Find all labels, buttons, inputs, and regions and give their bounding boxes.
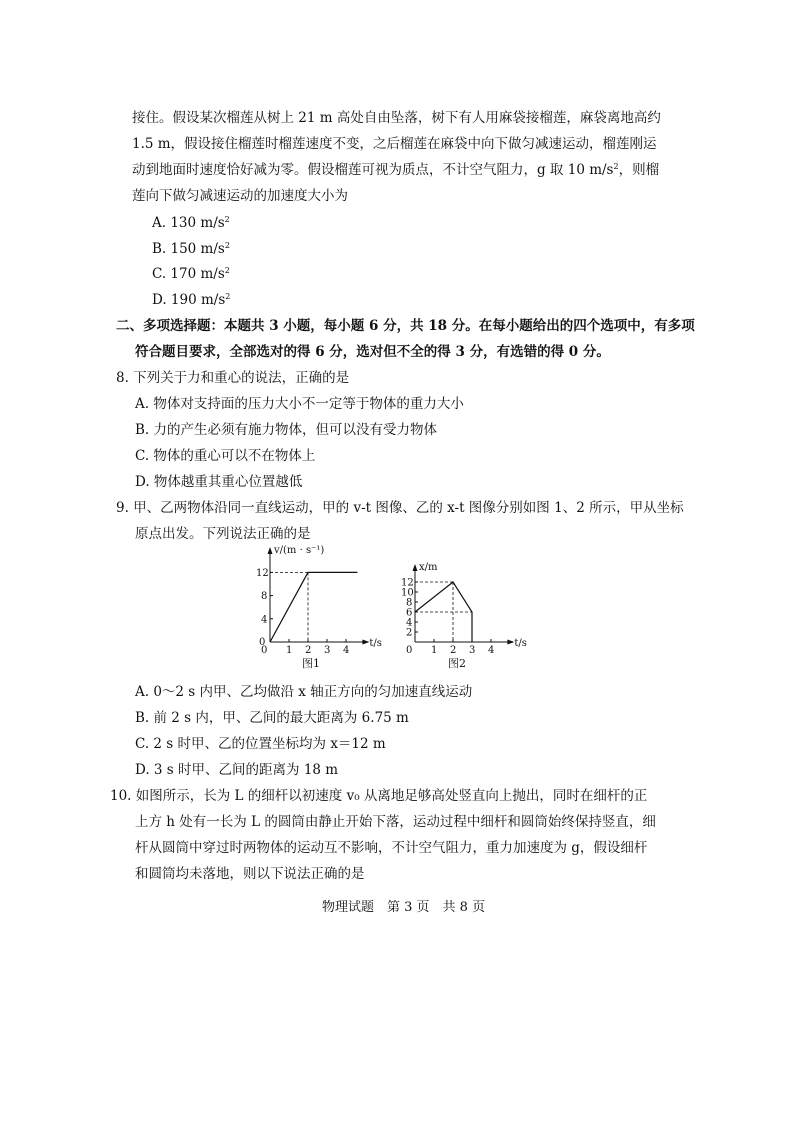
- q8-stem: 8. 下列关于力和重心的说法，正确的是: [116, 370, 350, 386]
- section-2-heading-line-1: 二、多项选择题：本题共 3 小题，每小题 6 分，共 18 分。在每小题给出的四个选项中，有多项: [116, 318, 695, 334]
- fig2-origin-label: 0: [406, 645, 413, 656]
- figure-2-plot-area: [401, 562, 527, 656]
- figure-2-caption: 图2: [448, 657, 466, 670]
- q7-option-d-text: D. 190 m/s: [152, 292, 226, 308]
- q8-option-b: B. 力的产生必须有施力物体，但可以没有受力物体: [135, 422, 438, 438]
- q8-option-d: D. 物体越重其重心位置越低: [135, 474, 303, 490]
- q7-line-2: 1.5 m，假设接住榴莲时榴莲速度不变，之后榴莲在麻袋中向下做匀减速运动，榴莲刚运: [132, 136, 657, 152]
- fig1-x-tick-label: 1: [286, 645, 293, 656]
- fig1-y-tick-label: 12: [256, 567, 269, 579]
- q7-option-d: [152, 290, 230, 310]
- fig2-x-axis-label: t/s: [514, 638, 527, 649]
- q7-line-3-sup: 2: [613, 162, 619, 171]
- q9-option-c: C. 2 s 时甲、乙的位置坐标均为 x＝12 m: [135, 736, 386, 752]
- q7-option-c: [152, 264, 230, 284]
- fig2-x-tick-label: 1: [431, 645, 438, 656]
- figure-2-xt-graph: [395, 546, 535, 671]
- fig1-y-axis-label: v/(m · s⁻¹): [274, 545, 325, 556]
- q9-option-a: A. 0～2 s 内甲、乙均做沿 x 轴正方向的匀加速直线运动: [135, 684, 473, 700]
- q7-line-3-a: 动到地面时速度恰好减为零。假设榴莲可视为质点，不计空气阻力，g 取 10 m/s: [132, 162, 614, 178]
- q8-option-a: A. 物体对支持面的压力大小不一定等于物体的重力大小: [135, 396, 464, 412]
- fig2-y-axis-arrow: [413, 564, 418, 571]
- fig1-x-axis-arrow: [362, 640, 369, 645]
- fig2-y-tick-label: 6: [406, 607, 413, 619]
- q9-option-b: B. 前 2 s 内，甲、乙间的最大距离为 6.75 m: [135, 710, 409, 726]
- fig1-y-tick-label: 4: [261, 614, 268, 626]
- q9-option-d: D. 3 s 时甲、乙间的距离为 18 m: [135, 762, 339, 778]
- q10-line-2: 上方 h 处有一长为 L 的圆筒由静止开始下落，运动过程中细杆和圆筒始终保持竖直，细: [135, 814, 656, 830]
- fig2-y-tick-label: 10: [401, 587, 414, 599]
- q8-option-c: C. 物体的重心可以不在物体上: [135, 448, 316, 464]
- q10-line-3: 杆从圆筒中穿过时两物体的运动互不影响，不计空气阻力，重力加速度为 g，假设细杆: [135, 840, 648, 856]
- q9-stem-line-1: 9. 甲、乙两物体沿同一直线运动，甲的 v-t 图像、乙的 x-t 图像分别如图 1、2 所示，甲从坐标: [116, 500, 684, 516]
- q7-option-a-text: A. 130 m/s: [152, 215, 225, 231]
- q10-line-1: 10. 如图所示，长为 L 的细杆以初速度 v₀ 从离地足够高处竖直向上抛出，同时在细杆的正: [110, 788, 648, 804]
- figure-1-caption: 图1: [302, 657, 320, 670]
- fig1-x-tick-label: 2: [305, 645, 312, 656]
- fig2-y-axis-label: x/m: [419, 562, 438, 573]
- figure-1-vt-graph: [250, 545, 382, 671]
- q7-option-a-sup: 2: [224, 215, 230, 224]
- q7-option-b: [152, 239, 230, 259]
- fig2-x-tick-label: 3: [469, 645, 476, 656]
- q7-option-a: [152, 213, 230, 233]
- section-2-heading-line-2: 符合题目要求，全部选对的得 6 分，选对但不全的得 3 分，有选错的得 0 分。: [135, 344, 610, 360]
- fig1-x-tick-label: 4: [343, 645, 350, 656]
- fig1-x-axis-label: t/s: [369, 638, 382, 649]
- fig1-x-tick-label: 3: [324, 645, 331, 656]
- fig1-y-tick-label: 8: [261, 591, 268, 603]
- q7-line-1: 接住。假设某次榴莲从树上 21 m 高处自由坠落，树下有人用麻袋接榴莲，麻袋离地高约: [132, 110, 661, 126]
- q7-option-c-sup: 2: [224, 266, 230, 275]
- fig2-y-tick-label: 8: [406, 597, 413, 609]
- q7-option-c-text: C. 170 m/s: [152, 266, 225, 282]
- q7-line-4: 莲向下做匀减速运动的加速度大小为: [132, 188, 348, 204]
- fig2-y-tick-label: 12: [401, 577, 414, 589]
- page-footer: 物理试题 第 3 页 共 8 页: [322, 900, 486, 915]
- fig1-origin-label: 0: [261, 645, 268, 656]
- q10-line-4: 和圆筒均未落地，则以下说法正确的是: [135, 866, 365, 882]
- fig2-x-axis-arrow: [507, 640, 514, 645]
- q7-line-3: [132, 160, 659, 180]
- fig1-series-line: [270, 572, 357, 642]
- figure-1-plot-area: [256, 545, 382, 656]
- q7-line-3-b: ，则榴: [618, 162, 660, 178]
- fig2-x-tick-label: 4: [488, 645, 495, 656]
- fig1-y-axis-arrow: [268, 547, 273, 554]
- fig2-series-line: [415, 582, 472, 642]
- q7-option-b-sup: 2: [224, 241, 230, 250]
- fig2-y-tick-label: 2: [406, 627, 413, 639]
- fig1-y-tick-label: 0: [259, 637, 266, 648]
- q7-option-b-text: B. 150 m/s: [152, 241, 225, 257]
- fig2-x-tick-label: 2: [450, 645, 457, 656]
- q9-stem-line-2: 原点出发。下列说法正确的是: [135, 526, 311, 542]
- fig2-y-tick-label: 4: [406, 617, 413, 629]
- q7-option-d-sup: 2: [225, 292, 231, 301]
